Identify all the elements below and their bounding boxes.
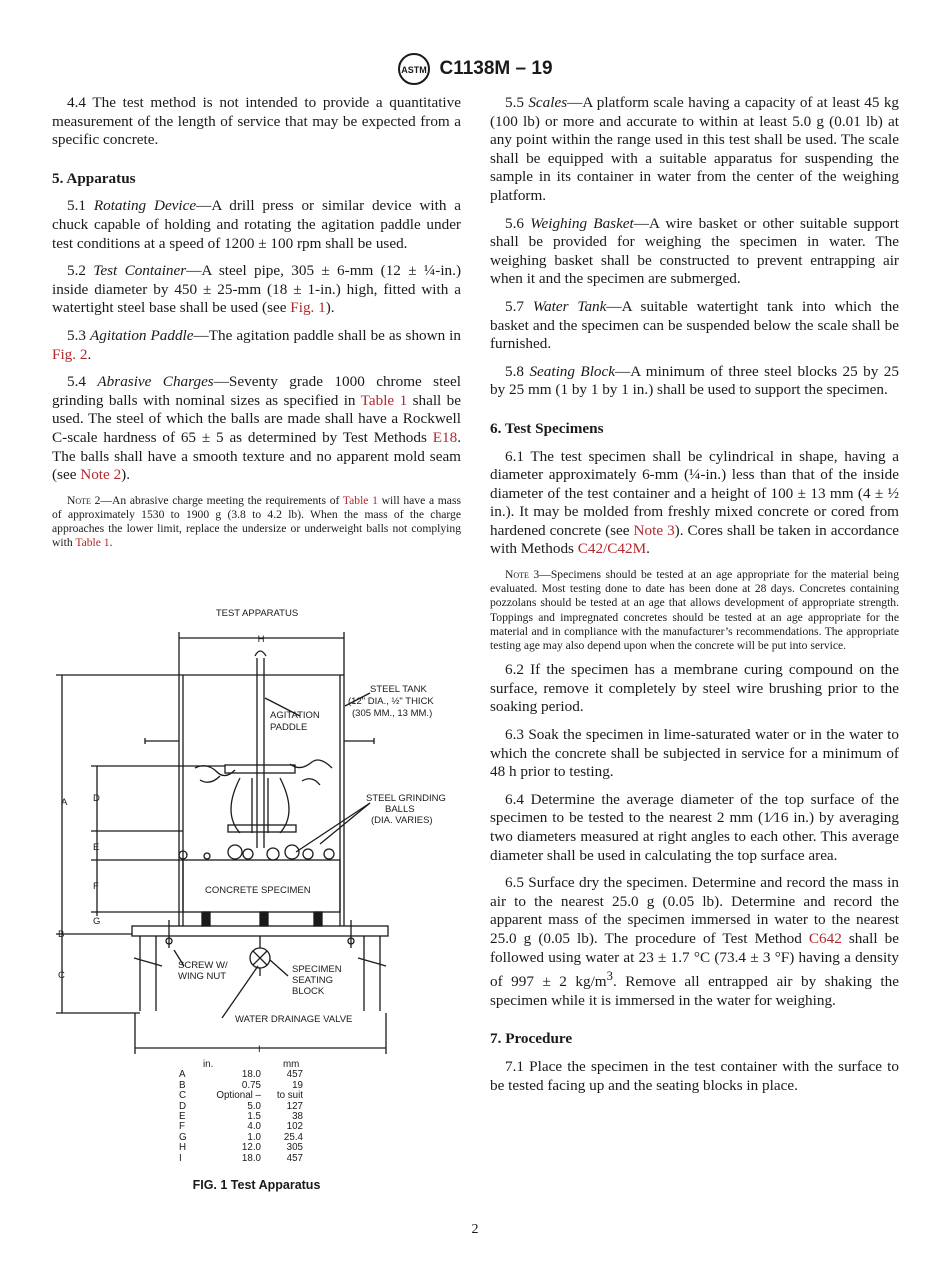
- section-5-heading: 5. Apparatus: [52, 169, 136, 187]
- legend-row: C Optional – to suit: [179, 1090, 303, 1102]
- para-text: —Seventy grade 1000 chrome steel grinding balls with nominal sizes as specified in: [52, 373, 462, 409]
- para-text: —A platform scale having a capacity of at least 45 kg (100 lb) or more and accurate to within at least 5.0 g (0.01 lb) at any point within the range used in this test shall be used. The scale shall be equipped with a suitable apparatus for suspending the sample in its container in water from the center of the weighing platform.: [490, 94, 900, 204]
- figure-title: TEST APPARATUS: [215, 608, 299, 619]
- para-6-2: 6.2 If the specimen has a membrane curing compound on the surface, remove it completely by steel wire brushing prior to the soaking period.: [490, 661, 899, 716]
- steel-tank-label-1: STEEL TANK: [370, 684, 427, 695]
- para-text: . Remove all entrapped air by shaking the specimen while it is immersed in the water for weighing.: [490, 973, 899, 1009]
- para-term: Water Tank: [532, 297, 607, 315]
- page-header: [0, 52, 950, 86]
- para-num: 5.3: [67, 326, 90, 344]
- screw-label-2: WING NUT: [178, 971, 227, 982]
- legend-row: D 5.0 127: [179, 1100, 303, 1112]
- section-6-heading: 6. Test Specimens: [490, 419, 604, 437]
- legend-head-mm: mm: [283, 1059, 300, 1070]
- para-num: 5.8: [505, 362, 530, 380]
- agitation-paddle-label-2: PADDLE: [270, 722, 308, 733]
- grinding-balls-label-3: (DIA. VARIES): [371, 815, 433, 826]
- para-text: . The balls shall have a smooth texture and no apparent mold seam (see: [52, 428, 461, 484]
- legend-row: H 12.0 305: [179, 1142, 303, 1154]
- steel-tank-label-3: (305 MM., 13 MM.): [352, 708, 433, 719]
- dim-label-h: H: [257, 634, 265, 645]
- note-2: [52, 494, 461, 551]
- para-text: —A minimum of three steel blocks 25 by 25 by 25 mm (1 by 1 by 1 in.) shall be used to support the specimen.: [490, 362, 899, 399]
- para-term: Scales: [528, 94, 568, 111]
- para-text: .: [87, 345, 92, 363]
- grinding-balls-label-1: STEEL GRINDING: [366, 793, 446, 804]
- para-5-2: [52, 262, 461, 318]
- dim-label-d: D: [93, 793, 100, 804]
- para-term: Agitation Paddle: [89, 326, 194, 344]
- para-text: —A wire basket or other suitable support shall be provided for weighing the specimen in water. The weighing basket shall be constructed to prevent entrapping air when it and the specimen are submerged.: [490, 214, 900, 288]
- para-term: Test Container: [93, 262, 187, 280]
- para-5-5: [490, 94, 899, 206]
- seating-block-label-1: SPECIMEN: [292, 964, 342, 975]
- grinding-ball: [324, 849, 334, 859]
- para-6-1: [490, 448, 899, 560]
- para-6-3: 6.3 Soak the specimen in lime-saturated water or in the water to which the concrete shall be subjected in service for a minimum of 48 h prior to testing.: [490, 726, 899, 781]
- agitation-paddle-label-1: AGITATION: [270, 710, 320, 721]
- para-text: shall be followed using water at 23 ± 1.7 °C (73.4 ± 3 °F) having a density of 997 ± 2 kg/m: [490, 930, 899, 991]
- note-text: 3—Specimens should be tested at an age appropriate for the material being evaluated. Most testing done to date has been done at 28 days. Concretes containing pozzolans should be tested at an age that allows development of appropriate strength. Toppings and impregnated concretes should be tested at an age appropriate for the material and in compliance with the manufacturer’s recommendations. The appropriate testing age may also depend upon when the concrete will be put into service.: [490, 568, 899, 653]
- note-text: .: [109, 536, 113, 550]
- seating-block-label-2: SEATING: [292, 975, 333, 986]
- dim-label-a: A: [61, 797, 68, 808]
- steel-tank-label-2: (12" DIA., ½" THICK: [348, 696, 434, 707]
- fig1-link[interactable]: Fig. 1: [290, 299, 326, 317]
- e18-link[interactable]: E18: [432, 428, 458, 446]
- figure-caption: FIG. 1 Test Apparatus: [192, 1178, 321, 1192]
- page-number: 2: [471, 1222, 479, 1237]
- para-text: 6.1 The test specimen shall be cylindrical in shape, having a diameter approximately 6-mm (¼-in.) less than that of the inside diameter of the test container and a height of 100 ± 13 mm (4 ± ½ in.). It may be molded from freshly mixed concrete or cored from hardened concrete (see: [490, 447, 899, 539]
- para-text: —A drill press or similar device with a chuck capable of holding and rotating the agitation paddle under test conditions at a speed of 1200 ± 100 rpm shall be used.: [52, 197, 462, 252]
- legend-row: A 18.0 457: [179, 1069, 303, 1081]
- legend-row: B 0.75 19: [179, 1079, 303, 1091]
- table1-link[interactable]: Table 1: [342, 493, 378, 507]
- seating-block-label-3: BLOCK: [292, 986, 325, 997]
- legend-row: E 1.5 38: [179, 1111, 303, 1123]
- fig2-link[interactable]: Fig. 2: [52, 345, 88, 363]
- para-text: ). Cores shall be taken in accordance with Methods: [490, 521, 899, 558]
- legend-row: I 18.0 457: [179, 1152, 303, 1164]
- para-text: shall be used. The steel of which the balls are made shall have a Rockwell C-scale hardness of 65 ± 5 as determined by Test Methods: [52, 391, 461, 446]
- grinding-ball: [243, 849, 253, 859]
- dim-label-c: C: [58, 970, 65, 981]
- para-term: Rotating Device: [93, 197, 197, 215]
- legend-row: F 4.0 102: [179, 1121, 303, 1133]
- para-6-5: [490, 874, 899, 1010]
- para-text: ).: [325, 299, 335, 317]
- dim-label-b: B: [58, 929, 65, 940]
- para-text: —A suitable watertight tank into which the basket and the specimen can be suspended below the scale shall be furnished.: [490, 297, 899, 353]
- astm-logo-icon: [397, 52, 431, 86]
- figure-1: [52, 598, 461, 1198]
- note-3: [490, 568, 899, 653]
- para-5-3: [52, 327, 461, 364]
- para-text: 6.5 Surface dry the specimen. Determine and record the mass in air to the nearest 25.0 g (0.05 lb). Determine and record the apparent mass of the specimen immersed in water to the nearest 25.0 g (0.05 lb). The procedure of Test Method: [490, 874, 899, 947]
- para-term: Abrasive Charges: [97, 373, 214, 391]
- grinding-ball: [228, 845, 242, 859]
- legend-header: [179, 1060, 303, 1070]
- para-5-7: [490, 298, 899, 354]
- note-label: Note: [67, 493, 91, 507]
- para-num: 5.6: [505, 214, 531, 232]
- drain-valve-label: WATER DRAINAGE VALVE: [235, 1014, 353, 1025]
- para-5-1: [52, 197, 461, 253]
- para-5-8: [490, 363, 899, 400]
- base-platform: [132, 926, 388, 936]
- para-term: Weighing Basket: [530, 214, 634, 232]
- para-5-6: [490, 215, 899, 289]
- note-label: Note: [505, 568, 529, 582]
- dim-label-e: E: [93, 842, 100, 853]
- note3-link[interactable]: Note 3: [633, 521, 675, 539]
- para-text: ).: [121, 466, 131, 484]
- grinding-balls-label-2: BALLS: [385, 804, 415, 815]
- table1-link[interactable]: Table 1: [75, 536, 110, 550]
- legend-row: G 1.0 25.4: [179, 1131, 303, 1143]
- note-text: will have a mass of approximately 1530 to 1900 g (3.8 to 4.2 lb). When the mass of the charge approaches the lower limit, replace the undersize or underweight balls not complying with: [52, 493, 461, 550]
- concrete-specimen-label: CONCRETE SPECIMEN: [205, 885, 311, 896]
- paddle-plate: [225, 765, 295, 773]
- dim-label-f: F: [93, 881, 99, 892]
- para-4-4: 4.4 The test method is not intended to provide a quantitative measurement of the length of service that may be expected from a specific concrete.: [52, 94, 461, 149]
- screw-label-1: SCREW W/: [178, 960, 228, 971]
- para-num: 5.1: [67, 197, 94, 215]
- legend-head-in: in.: [203, 1059, 214, 1070]
- document-designation: C1138M – 19: [439, 58, 553, 79]
- superscript: 3: [606, 969, 613, 984]
- note2-link[interactable]: Note 2: [80, 466, 122, 484]
- grinding-ball: [303, 849, 313, 859]
- para-text: —The agitation paddle shall be as shown in: [193, 326, 462, 344]
- para-text: —A steel pipe, 305 ± 6-mm (12 ± ¼-in.) inside diameter by 450 ± 25-mm (18 ± 1-in.) high, fitted with a watertight steel base shall be used (see: [52, 262, 462, 317]
- dim-label-g: G: [93, 916, 101, 927]
- para-num: 5.4: [67, 373, 98, 391]
- para-num: 5.5: [505, 94, 529, 111]
- note-text: 2—An abrasive charge meeting the requirements of: [90, 493, 343, 507]
- para-text: .: [646, 540, 650, 558]
- astm-logo-text: ASTM: [401, 65, 428, 75]
- c42-link[interactable]: C42/C42M: [577, 540, 647, 558]
- left-column: [52, 94, 461, 559]
- grinding-ball: [267, 848, 279, 860]
- grinding-ball: [204, 853, 210, 859]
- para-7-1: 7.1 Place the specimen in the test container with the surface to be tested facing up and the seating blocks in place.: [490, 1058, 899, 1094]
- right-column: [490, 94, 899, 1104]
- para-num: 5.2: [67, 262, 94, 280]
- para-5-4: [52, 373, 461, 485]
- dimension-legend: [179, 1060, 303, 1164]
- para-num: 5.7: [505, 297, 533, 315]
- para-6-4: 6.4 Determine the average diameter of the top surface of the specimen to be tested to the nearest 2 mm (1⁄16 in.) by averaging two diameters measured at right angles to each other. This average diameter shall be used in calculating the top surface area.: [490, 790, 899, 864]
- c642-link[interactable]: C642: [808, 930, 842, 947]
- dim-label-i: I: [258, 1044, 261, 1055]
- table1-link[interactable]: Table 1: [360, 391, 408, 409]
- section-7-heading: 7. Procedure: [490, 1030, 573, 1048]
- para-term: Seating Block: [529, 362, 616, 380]
